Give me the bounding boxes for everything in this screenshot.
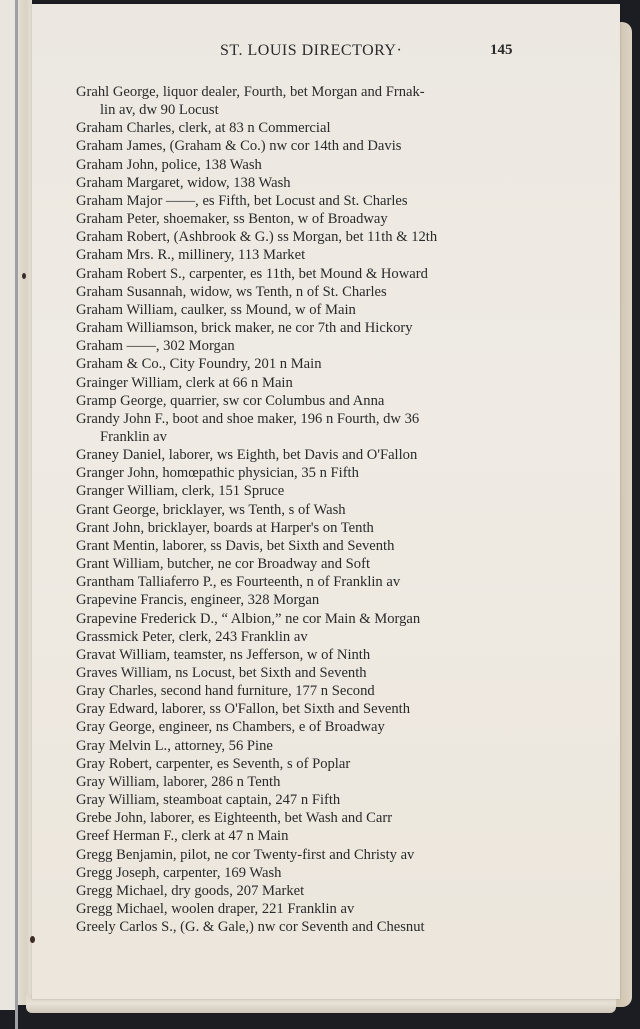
directory-entry: Greely Carlos S., (G. & Gale,) nw cor Seventh and Chesnut [76,919,425,936]
directory-entry: Graham Margaret, widow, 138 Wash [76,174,291,191]
directory-entry: Graham ——, 302 Morgan [76,338,235,355]
directory-entry: Grapevine Francis, engineer, 328 Morgan [76,592,320,609]
directory-entry: Graham Susannah, widow, ws Tenth, n of St. Charles [76,283,387,300]
directory-entry: Gravat William, teamster, ns Jefferson, w of Ninth [76,646,371,663]
directory-entry: Grainger William, clerk at 66 n Main [76,374,293,391]
directory-entry: Graham Charles, clerk, at 83 n Commercial [76,120,331,137]
directory-entry: Grant George, bricklayer, ws Tenth, s of Wash [76,501,346,518]
directory-entry: Grassmick Peter, clerk, 243 Franklin av [76,628,308,645]
directory-entry: Graham Robert, (Ashbrook & G.) ss Morgan, bet 11th & 12th [76,229,438,246]
directory-entry: Grantham Talliaferro P., es Fourteenth, n of Franklin av [76,574,401,591]
directory-entry: Gray William, steamboat captain, 247 n Fifth [76,792,341,809]
directory-entry: Grant William, butcher, ne cor Broadway and Soft [76,556,370,573]
directory-entry: Graham Robert S., carpenter, es 11th, bet Mound & Howard [76,265,428,282]
directory-entry-continuation: lin av, dw 90 Locust [100,102,219,119]
directory-entry: Graham Mrs. R., millinery, 113 Market [76,247,306,264]
directory-entry: Graham James, (Graham & Co.) nw cor 14th and Davis [76,138,402,155]
directory-entry: Gregg Benjamin, pilot, ne cor Twenty-first and Christy av [76,846,415,863]
directory-entry: Grandy John F., boot and shoe maker, 196 n Fourth, dw 36 [76,410,420,427]
directory-entry: Gregg Michael, dry goods, 207 Market [76,882,305,899]
directory-entry: Grant Mentin, laborer, ss Davis, bet Sixth and Seventh [76,537,395,554]
directory-entries [76,83,586,936]
directory-entry: Greef Herman F., clerk at 47 n Main [76,828,289,845]
directory-entry: Grant John, bricklayer, boards at Harper's on Tenth [76,519,374,536]
directory-entry: Gregg Michael, woolen draper, 221 Franklin av [76,901,355,918]
directory-entry: Graham Major ——, es Fifth, bet Locust and St. Charles [76,192,408,209]
directory-entry: Graham William, caulker, ss Mound, w of Main [76,301,356,318]
directory-entry: Grapevine Frederick D., “ Albion,” ne cor Main & Morgan [76,610,421,627]
ink-spot [30,936,35,943]
directory-entry: Graham John, police, 138 Wash [76,156,262,173]
directory-entry: Gray William, laborer, 286 n Tenth [76,773,281,790]
directory-entry: Gregg Joseph, carpenter, 169 Wash [76,864,282,881]
directory-entry: Gray Charles, second hand furniture, 177 n Second [76,683,375,700]
running-title: ST. LOUIS DIRECTORY· [220,42,403,59]
page-header [32,42,620,62]
ink-spot [22,273,26,279]
directory-entry: Grahl George, liquor dealer, Fourth, bet Morgan and Frnak- [76,84,425,100]
directory-entry: Graham & Co., City Foundry, 201 n Main [76,356,322,373]
page-number: 145 [490,42,513,58]
page-gutter [18,0,32,1005]
directory-page [32,4,620,999]
directory-entry: Graham Williamson, brick maker, ne cor 7th and Hickory [76,320,413,337]
directory-entry: Granger John, homœpathic physician, 35 n Fifth [76,465,359,482]
directory-entry: Gray Melvin L., attorney, 56 Pine [76,737,273,754]
directory-entry: Gray George, engineer, ns Chambers, e of Broadway [76,719,385,736]
directory-entry: Grebe John, laborer, es Eighteenth, bet Wash and Carr [76,810,393,827]
facing-page-edge [0,0,16,1010]
directory-entry: Gray Edward, laborer, ss O'Fallon, bet Sixth and Seventh [76,701,410,718]
directory-entry: Gray Robert, carpenter, es Seventh, s of Poplar [76,755,351,772]
directory-entry: Gramp George, quarrier, sw cor Columbus and Anna [76,392,385,409]
directory-entry-continuation: Franklin av [100,428,167,445]
directory-entry: Granger William, clerk, 151 Spruce [76,483,285,500]
directory-entry: Graney Daniel, laborer, ws Eighth, bet Davis and O'Fallon [76,447,418,464]
directory-entry: Graham Peter, shoemaker, ss Benton, w of Broadway [76,211,388,228]
directory-entry: Graves William, ns Locust, bet Sixth and Seventh [76,665,367,681]
